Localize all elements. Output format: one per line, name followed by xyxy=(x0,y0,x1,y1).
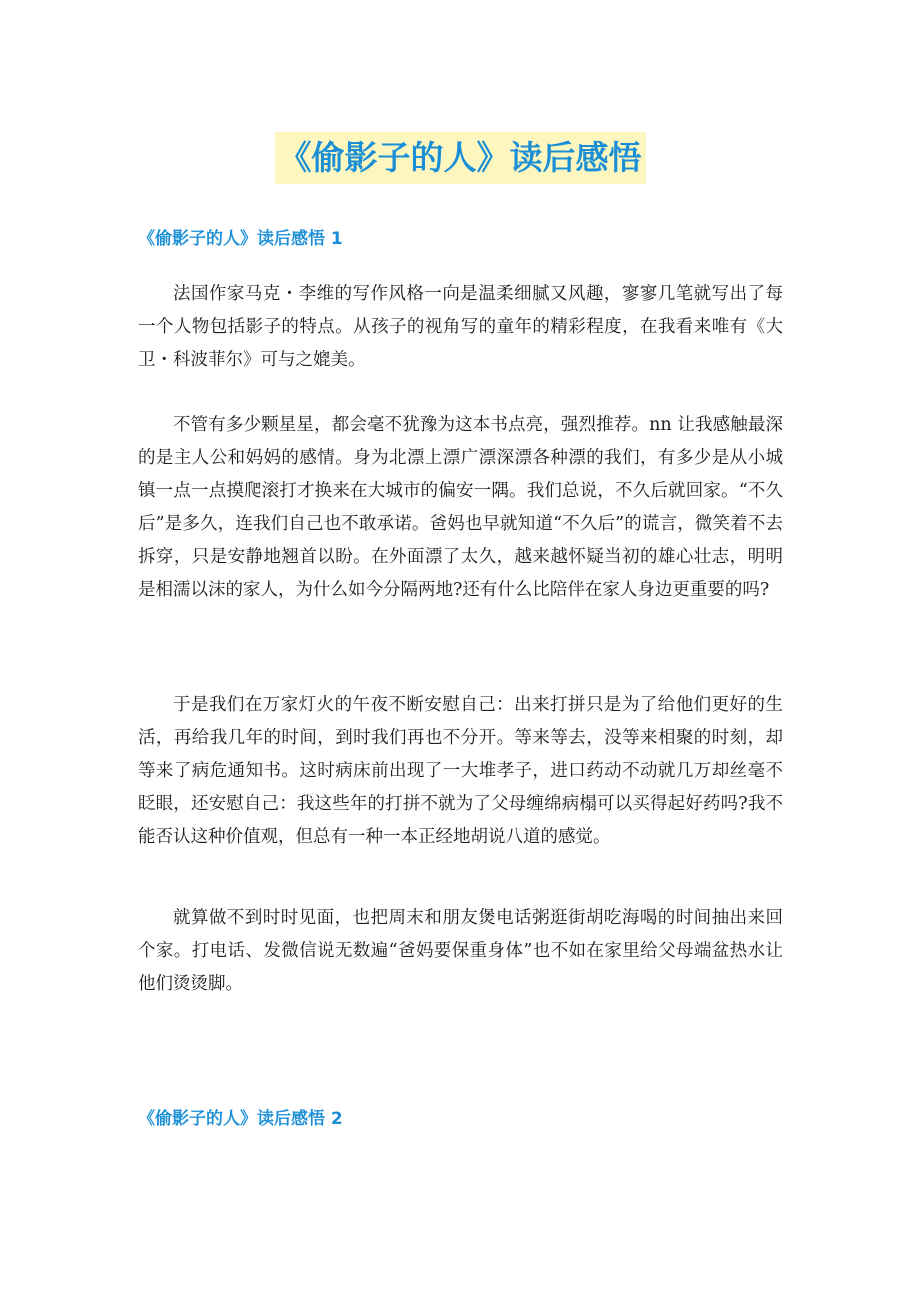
paragraph: 就算做不到时时见面，也把周末和朋友煲电话粥逛街胡吃海喝的时间抽出来回个家。打电话、发微信说无数遍“爸妈要保重身体”也不如在家里给父母端盆热水让他们烫烫脚。 xyxy=(138,908,783,994)
section-heading-2: 《偷影子的人》读后感悟 2 xyxy=(138,1109,343,1129)
title-container xyxy=(0,132,920,184)
paragraph: 不管有多少颗星星，都会毫不犹豫为这本书点亮，强烈推荐。nn 让我感触最深的是主人公和妈妈的感情。身为北漂上漂广漂深漂各种漂的我们，有多少是从小城镇一点一点摸爬滚打才换来在大城市的偏安一隅。我们总说，不久后就回家。“不久后”是多久，连我们自己也不敢承诺。爸妈也早就知道“不久后”的谎言，微笑着不去拆穿，只是安静地翘首以盼。在外面漂了太久，越来越怀疑当初的雄心壮志，明明是相濡以沫的家人，为什么如今分隔两地?还有什么比陪伴在家人身边更重要的吗? xyxy=(138,415,783,600)
section-heading-1: 《偷影子的人》读后感悟 1 xyxy=(138,229,343,249)
paragraph-4-block xyxy=(138,902,783,1001)
paragraph-1-block xyxy=(138,278,783,377)
paragraph: 法国作家马克・李维的写作风格一向是温柔细腻又风趣，寥寥几笔就写出了每一个人物包括影子的特点。从孩子的视角写的童年的精彩程度，在我看来唯有《大卫・科波菲尔》可与之媲美。 xyxy=(138,284,783,370)
paragraph: 于是我们在万家灯火的午夜不断安慰自己：出来打拼只是为了给他们更好的生活，再给我几年的时间，到时我们再也不分开。等来等去，没等来相聚的时刻，却等来了病危通知书。这时病床前出现了一大堆孝子，进口药动不动就几万却丝毫不眨眼，还安慰自己：我这些年的打拼不就为了父母缠绵病榻可以买得起好药吗?我不能否认这种价值观，但总有一种一本正经地胡说八道的感觉。 xyxy=(138,695,783,847)
paragraph-3-block xyxy=(138,689,783,854)
page-title: 《偷影子的人》读后感悟 xyxy=(275,132,646,184)
paragraph-2-block xyxy=(138,409,783,607)
